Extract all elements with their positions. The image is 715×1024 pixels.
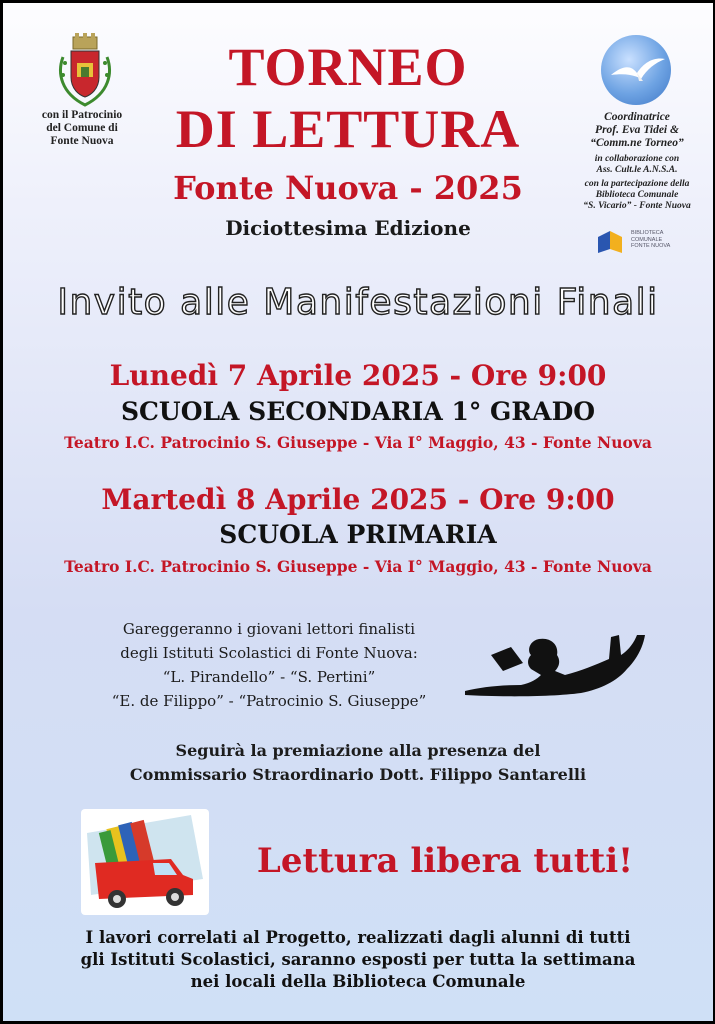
municipal-crest-icon [55, 33, 115, 109]
event-school-secondary: SCUOLA SECONDARIA 1° GRADO [120, 397, 596, 426]
collaboration-line: con la partecipazione della [584, 179, 690, 189]
event-school-primary: SCUOLA PRIMARIA [219, 520, 497, 549]
coordinator-block [563, 111, 711, 212]
collaboration-line: Ass. Cult.le A.N.S.A. [596, 165, 678, 175]
coordinator-line: “Comm.ne Torneo” [590, 137, 684, 149]
finalists-text [79, 617, 459, 713]
works-line: I lavori correlati al Progetto, realizzati dagli alunni di tutti [85, 928, 631, 947]
coordinator-line: Prof. Eva Tidei & [595, 124, 679, 136]
patron-line: con il Patrocinio [41, 109, 123, 121]
patronage-text [23, 109, 141, 148]
edition: Diciottesima Edizione [225, 216, 471, 240]
patron-line: Fonte Nuova [50, 135, 114, 147]
book-car-icon [81, 809, 209, 915]
library-logo-text [631, 230, 670, 250]
seagull-logo-icon [601, 35, 671, 105]
event-venue: Teatro I.C. Patrocinio S. Giuseppe - Via I° Maggio, 43 - Fonte Nuova [64, 557, 652, 576]
coordinator-line: Coordinatrice [604, 111, 670, 123]
library-logo-line: FONTE NUOVA [631, 243, 671, 249]
library-logo-line: BIBLIOTECA [631, 230, 664, 236]
title-line-1: TORNEO [228, 37, 468, 97]
library-logo-line: COMUNALE [631, 236, 663, 243]
works-text [3, 927, 713, 993]
collaboration-line: Biblioteca Comunale [595, 190, 679, 200]
invite-heading: Invito alle Manifestazioni Finali [57, 282, 659, 323]
works-line: gli Istituti Scolastici, saranno esposti per tutta la settimana [80, 950, 636, 969]
subtitle: Fonte Nuova - 2025 [173, 169, 523, 207]
title-line-2: DI LETTURA [175, 99, 521, 159]
reading-girl-silhouette-icon [461, 629, 657, 701]
event-date-tuesday: Martedì 8 Aprile 2025 - Ore 9:00 [101, 483, 615, 516]
finalists-line: degli Istituti Scolastici di Fonte Nuova: [120, 644, 418, 662]
finalists-line: “L. Pirandello” - “S. Pertini” [162, 668, 376, 686]
finalists-line: Gareggeranno i giovani lettori finalisti [122, 620, 416, 638]
award-line: Commissario Straordinario Dott. Filippo Santarelli [129, 765, 587, 784]
patron-line: del Comune di [46, 122, 118, 134]
slogan: Lettura libera tutti! [256, 841, 634, 881]
book-car-illustration [81, 809, 209, 915]
event-date-monday: Lunedì 7 Aprile 2025 - Ore 9:00 [109, 359, 607, 392]
event-venue: Teatro I.C. Patrocinio S. Giuseppe - Via I° Maggio, 43 - Fonte Nuova [64, 433, 652, 452]
award-text [3, 739, 713, 787]
collaboration-line: “S. Vicario” - Fonte Nuova [583, 201, 691, 211]
collaboration-line: in collaborazione con [594, 154, 680, 164]
works-line: nei locali della Biblioteca Comunale [190, 972, 526, 991]
finalists-line: “E. de Filippo” - “Patrocinio S. Giuseppe” [111, 692, 427, 710]
award-line: Seguirà la premiazione alla presenza del [175, 741, 541, 760]
